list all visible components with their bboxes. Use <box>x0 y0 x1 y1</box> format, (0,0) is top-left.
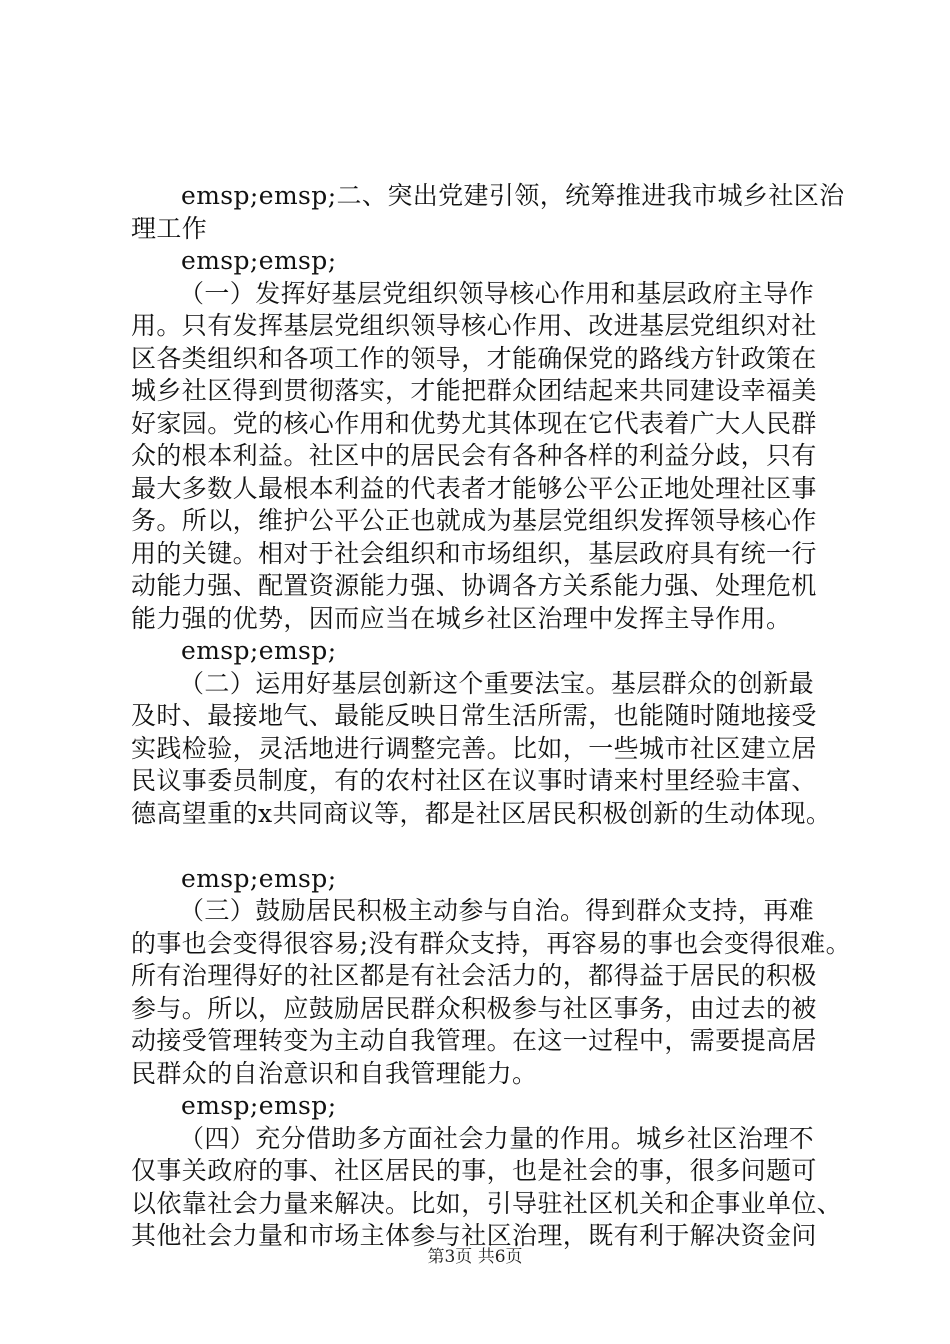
paragraph-line: 参与。所以，应鼓励居民群众积极参与社区事务，由过去的被 <box>131 993 817 1023</box>
paragraph-line: 区各类组织和各项工作的领导，才能确保党的路线方针政策在 <box>131 343 817 373</box>
paragraph-2 <box>131 635 831 830</box>
paragraph-line: 的事也会变得很容易;没有群众支持，再容易的事也会变得很难。 <box>131 928 852 958</box>
paragraph-line: 用的关键。相对于社会组织和市场组织，基层政府具有统一行 <box>131 538 817 568</box>
emsp-marker: emsp;emsp; <box>181 1091 337 1120</box>
emsp-marker: emsp;emsp; <box>181 863 337 893</box>
paragraph-1 <box>131 245 831 635</box>
paragraph-line: （三）鼓励居民积极主动参与自治。得到群众支持，再难 <box>179 896 815 925</box>
emsp-marker: emsp;emsp; <box>181 636 337 665</box>
page-number-footer: 第3页 共6页 <box>427 1247 523 1267</box>
paragraph-line: 众的根本利益。社区中的居民会有各种各样的利益分歧，只有 <box>131 441 817 470</box>
paragraph-line: 动接受管理转变为主动自我管理。在这一过程中，需要提高居 <box>131 1026 817 1055</box>
heading-line: 理工作 <box>131 213 208 243</box>
heading-line: emsp;emsp;二、突出党建引领，统筹推进我市城乡社区治 <box>181 181 845 210</box>
paragraph-line: 及时、最接地气、最能反映日常生活所需，也能随时随地接受 <box>131 701 817 730</box>
paragraph-line: 德高望重的x共同商议等，都是社区居民积极创新的生动体现。 <box>131 798 832 828</box>
paragraph-3 <box>131 863 852 1091</box>
paragraph-line: 民群众的自治意识和自我管理能力。 <box>131 1058 538 1088</box>
paragraph-line: （二）运用好基层创新这个重要法宝。基层群众的创新最 <box>179 668 815 698</box>
paragraph-line: 动能力强、配置资源能力强、协调各方关系能力强、处理危机 <box>131 571 817 600</box>
paragraph-line: 务。所以，维护公平公正也就成为基层党组织发挥领导核心作 <box>131 506 817 535</box>
paragraph-line: 民议事委员制度，有的农村社区在议事时请来村里经验丰富、 <box>131 766 817 795</box>
paragraph-line: 用。只有发挥基层党组织领导核心作用、改进基层党组织对社 <box>131 311 817 340</box>
paragraph-line: （四）充分借助多方面社会力量的作用。城乡社区治理不 <box>179 1123 815 1153</box>
paragraph-line: 仅事关政府的事、社区居民的事，也是社会的事，很多问题可 <box>131 1156 817 1185</box>
paragraph-line: 实践检验，灵活地进行调整完善。比如，一些城市社区建立居 <box>131 733 817 763</box>
section-heading <box>131 180 845 245</box>
emsp-marker: emsp;emsp; <box>181 246 337 275</box>
blank-line <box>131 830 831 863</box>
paragraph-line: 以依靠社会力量来解决。比如，引导驻社区机关和企事业单位、 <box>131 1188 843 1218</box>
paragraph-line: （一）发挥好基层党组织领导核心作用和基层政府主导作 <box>179 278 815 308</box>
paragraph-line: 其他社会力量和市场主体参与社区治理，既有利于解决资金问 <box>131 1221 817 1250</box>
paragraph-line: 能力强的优势，因而应当在城乡社区治理中发挥主导作用。 <box>131 603 792 633</box>
paragraph-4 <box>131 1090 843 1253</box>
paragraph-line: 好家园。党的核心作用和优势尤其体现在它代表着广大人民群 <box>131 408 817 438</box>
paragraph-line: 城乡社区得到贯彻落实，才能把群众团结起来共同建设幸福美 <box>131 376 817 405</box>
document-body <box>131 180 852 1253</box>
paragraph-line: 所有治理得好的社区都是有社会活力的，都得益于居民的积极 <box>131 961 817 990</box>
paragraph-line: 最大多数人最根本利益的代表者才能够公平公正地处理社区事 <box>131 473 817 503</box>
